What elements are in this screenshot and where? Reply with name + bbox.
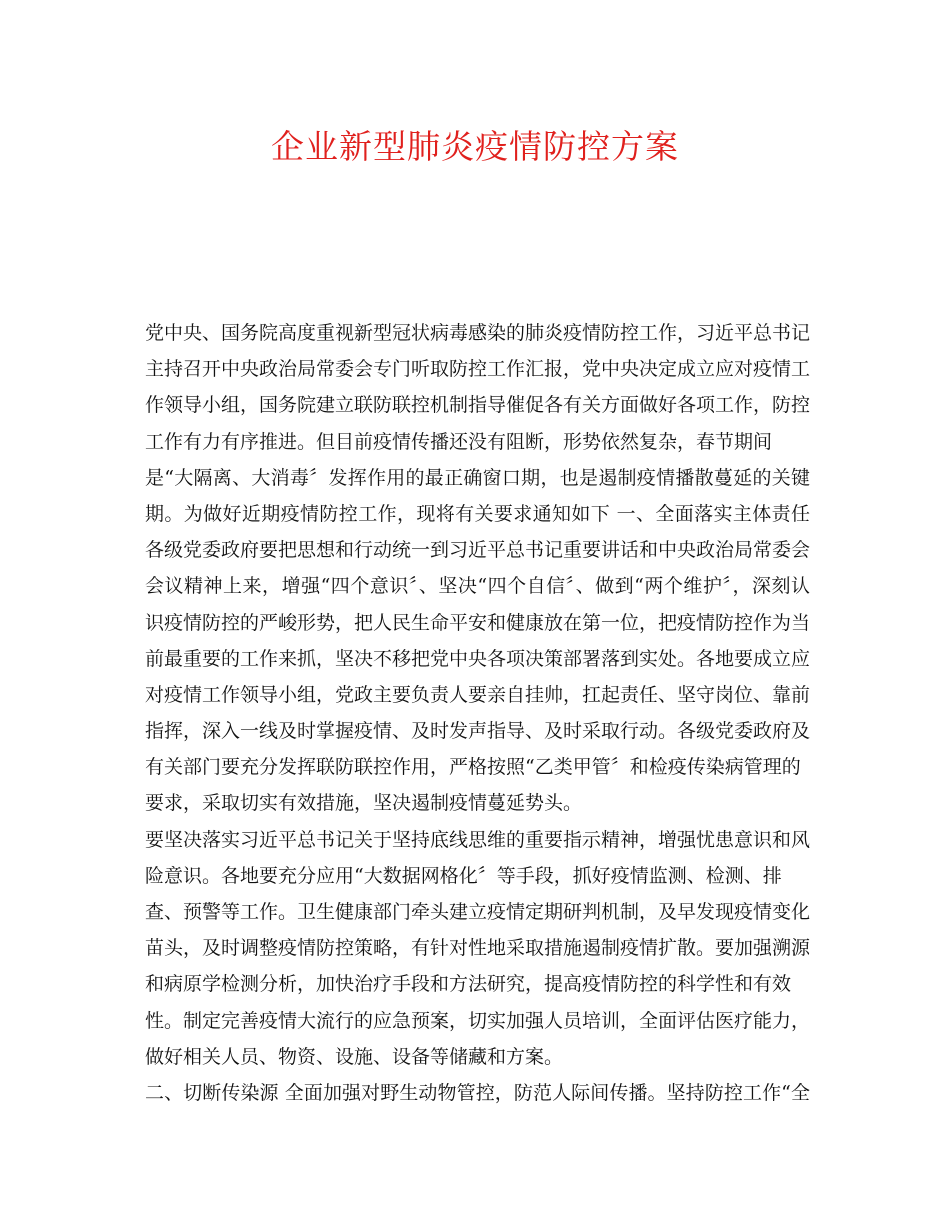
body-line: 是“大隔离、大消毒〞发挥作用的最正确窗口期，也是遏制疫情播散蔓延的关键 [145,466,810,489]
body-line: 党中央、国务院高度重视新型冠状病毒感染的肺炎疫情防控工作，习近平总书记 [145,322,810,344]
body-line: 做好相关人员、物资、设施、设备等储藏和方案。 [145,1045,564,1068]
body-line: 苗头，及时调整疫情防控策略，有针对性地采取措施遏制疫情扩散。要加强溯源 [145,937,810,960]
body-line: 前最重要的工作来抓，坚决不移把党中央各项决策部署落到实处。各地要成立应 [145,647,810,670]
body-line: 指挥，深入一线及时掌握疫情、及时发声指导、及时采取行动。各级党委政府及 [145,720,810,743]
body-line: 对疫情工作领导小组，党政主要负责人要亲自挂帅，扛起责任、坚守岗位、靠前 [145,683,810,706]
body-line: 会议精神上来，增强“四个意识〞、坚决“四个自信〞、做到“两个维护〞，深刻认 [145,575,810,598]
body-line: 作领导小组，国务院建立联防联控机制指导催促各有关方面做好各项工作，防控 [145,394,810,417]
document-title: 企业新型肺炎疫情防控方案 [271,127,679,166]
body-line: 险意识。各地要充分应用“大数据网格化〞等手段，抓好疫情监测、检测、排 [145,864,782,887]
document-body [145,315,810,1111]
body-line: 二、切断传染源 全面加强对野生动物管控，防范人际间传播。坚持防控工作“全 [145,1081,810,1104]
body-line: 各级党委政府要把思想和行动统一到习近平总书记重要讲话和中央政治局常委会 [145,539,810,562]
body-line: 要坚决落实习近平总书记关于坚持底线思维的重要指示精神，增强忧患意识和风 [145,828,810,851]
body-line: 有关部门要充分发挥联防联控作用，严格按照“乙类甲管〞和检疫传染病管理的 [145,756,801,779]
body-line: 性。制定完善疫情大流行的应急预案，切实加强人员培训，全面评估医疗能力， [145,1009,810,1032]
body-line: 查、预警等工作。卫生健康部门牵头建立疫情定期研判机制，及早发现疫情变化 [145,901,810,923]
body-line: 主持召开中央政治局常委会专门听取防控工作汇报，党中央决定成立应对疫情工 [145,358,810,381]
body-line: 识疫情防控的严峻形势，把人民生命平安和健康放在第一位，把疫情防控作为当 [145,611,810,634]
body-line: 要求，采取切实有效措施，坚决遏制疫情蔓延势头。 [145,792,583,815]
body-line: 期。为做好近期疫情防控工作，现将有关要求通知如下 一、全面落实主体责任 [145,502,810,525]
body-line: 和病原学检测分析，加快治疗手段和方法研究，提高疫情防控的科学性和有效 [145,973,792,996]
body-line: 工作有力有序推进。但目前疫情传播还没有阻断，形势依然复杂，春节期间 [145,430,773,453]
